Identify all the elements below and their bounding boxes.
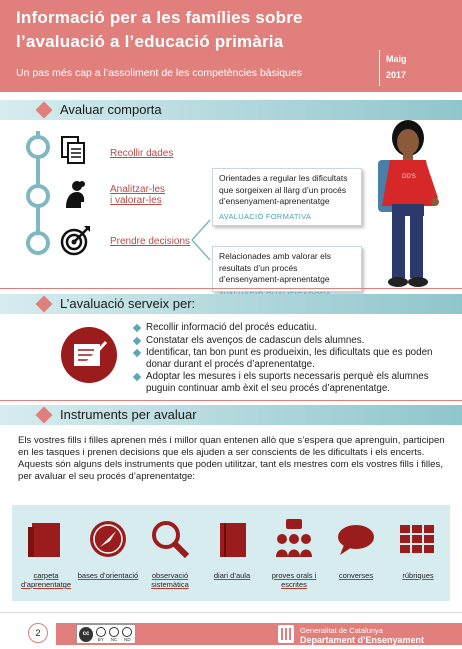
step-prendre: Prendre decisions: [110, 236, 191, 247]
chat-icon: [336, 519, 376, 559]
instrument-label: carpeta d’aprenentatge: [20, 571, 72, 589]
title-line-1: Informació per a les famílies sobre: [16, 8, 303, 27]
instrument-label: proves orals i escrites: [271, 571, 317, 589]
target-icon: [60, 224, 88, 252]
generalitat-logo-icon: [278, 625, 294, 643]
section-bar-avaluar: [0, 100, 462, 120]
diamond-icon: [36, 407, 53, 424]
instrument-label: observació sistemàtica: [151, 571, 189, 589]
formative-box: [212, 168, 362, 226]
step-recollir: Recollir dades: [110, 148, 174, 159]
list-item: Recollir informació del procés educatiu.: [132, 322, 450, 334]
speakers-icon: [274, 519, 314, 559]
footer-separator: [0, 612, 462, 613]
timeline-node: [26, 184, 50, 208]
thinking-head-icon: [60, 180, 88, 208]
cc-badge-label: NC: [110, 636, 118, 642]
qualifying-text: Relacionades amb valorar els resultats d’un procés d’ensenyament-aprenentatge: [219, 251, 331, 284]
instrument-label: rúbriques: [402, 571, 434, 580]
list-item: Adoptar les mesures i els suports necessaris perquè els alumnes puguin continuar amb èxit el seu procés d’aprenentatge.: [132, 371, 450, 394]
documents-icon: [60, 135, 88, 163]
instruments-intro: [18, 435, 446, 483]
compass-icon: [88, 519, 128, 559]
creative-commons-badge[interactable]: [76, 624, 136, 644]
instrument-label: diari d’aula: [213, 571, 251, 580]
separator: [0, 400, 462, 401]
cc-badge-label: ND: [124, 636, 131, 642]
instrument-label: bases d’orientació: [77, 571, 139, 580]
nc-icon: [108, 627, 119, 642]
qualifying-box: [212, 246, 362, 292]
generalitat-name: Generalitat de Catalunya: [300, 626, 383, 635]
separator: [0, 288, 462, 289]
page-number: 2: [28, 623, 48, 643]
nd-icon: [122, 627, 133, 642]
rubric-icon: [398, 519, 438, 559]
formative-tag: AVALUACIÓ FORMATIVA: [219, 211, 312, 221]
shirt-text: DD'S: [402, 174, 416, 180]
instrument-label: converses: [338, 571, 374, 580]
cc-icon: cc: [79, 627, 93, 642]
magnifier-icon: [150, 519, 190, 559]
section-title: Avaluar comporta: [60, 102, 162, 117]
diamond-icon: [36, 296, 53, 313]
date-month: Maig: [386, 54, 407, 64]
title-line-2: l’avaluació a l’educació primària: [16, 32, 284, 51]
section-title: Instruments per avaluar: [60, 407, 197, 422]
by-icon: [95, 627, 106, 642]
student-illustration: [372, 118, 446, 290]
journal-icon: [212, 519, 252, 559]
cc-badge-label: BY: [97, 636, 104, 642]
diamond-icon: [36, 102, 53, 119]
timeline-node: [26, 231, 50, 255]
subtitle: Un pas més cap a l’assoliment de les competències bàsiques: [16, 67, 302, 79]
step-analitzar: Analitzar-les i valorar-les: [110, 184, 166, 206]
writing-icon: [60, 326, 118, 384]
list-item: Identificar, tan bon punt es produeixin, les dificultats que es poden donar durant el procés d’aprenentatge.: [132, 347, 450, 370]
timeline-node: [26, 135, 50, 159]
formative-text: Orientades a regular les dificultats que sorgeixen al llarg d’un procés d’ensenyament-aprenentatge: [219, 173, 348, 206]
header-banner: [0, 0, 462, 92]
purposes-list: [132, 322, 450, 395]
department-name: Departament d’Ensenyament: [300, 635, 425, 645]
list-item: Constatar els avenços de cadascun dels alumnes.: [132, 335, 450, 347]
date-year: 2017: [386, 70, 407, 80]
section-bar-serveix: [0, 294, 462, 314]
folder-icon: [26, 519, 66, 559]
section-bar-instruments: [0, 405, 462, 425]
connector-lines: [190, 210, 214, 270]
instruments-panel: [12, 505, 450, 601]
intro-paragraph-2: Aquests són alguns dels instruments que poden utilitzar, tant els mestres com els vostres fills i filles, per avaluar el seu procés d’aprenentatge:: [18, 459, 443, 482]
section-title: L’avaluació serveix per:: [60, 296, 196, 311]
intro-paragraph-1: Els vostres fills i filles aprenen més i millor quan entenen allò que s’espera que aprenguin, participen en les tasques i prenen decisions que els ajuden a ser conscients de les dificultats i els encerts.: [18, 435, 445, 458]
date-box: [379, 50, 415, 86]
